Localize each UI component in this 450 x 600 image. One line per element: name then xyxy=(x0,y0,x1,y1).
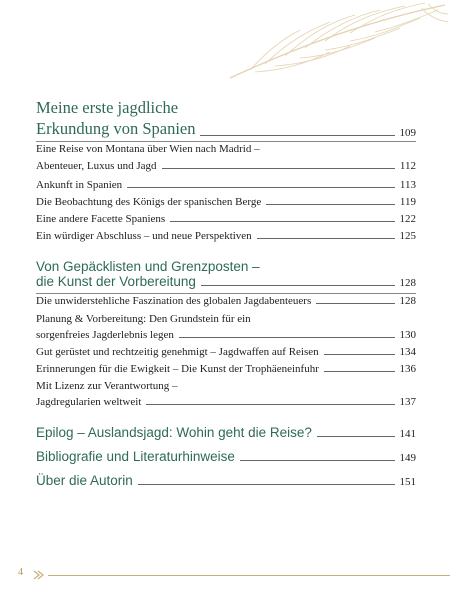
leader-line xyxy=(257,238,395,239)
entry-line: Die unwiderstehliche Faszination des globalen Jagdabenteuers xyxy=(36,295,312,307)
leader-line xyxy=(200,135,394,136)
toc-chapter[interactable] xyxy=(36,449,416,464)
leader-line xyxy=(324,354,395,355)
toc-section-heading[interactable] xyxy=(36,274,416,289)
page-number: 136 xyxy=(399,363,416,375)
leader-line xyxy=(324,371,395,372)
page-number: 128 xyxy=(399,295,416,307)
ornament-icon xyxy=(32,568,46,582)
chapter-title: Epilog – Auslandsjagd: Wohin geht die Reise? xyxy=(36,425,312,440)
page-number: 113 xyxy=(399,179,416,191)
leader-line xyxy=(317,436,395,437)
leader-line xyxy=(170,221,394,222)
page-number: 122 xyxy=(399,213,416,225)
entry-line: sorgenfreies Jagderlebnis legen xyxy=(36,329,174,341)
page-number: 141 xyxy=(399,428,416,440)
page-number: 134 xyxy=(399,346,416,358)
footer-rule xyxy=(48,575,450,576)
page-number: 119 xyxy=(399,196,416,208)
leader-line xyxy=(316,303,394,304)
leader-line xyxy=(201,285,395,286)
toc-entry[interactable] xyxy=(36,160,416,172)
section-title-line: Meine erste jagdliche xyxy=(36,98,179,117)
divider xyxy=(36,293,416,294)
toc-entry[interactable] xyxy=(36,396,416,408)
section-title-line: die Kunst der Vorbereitung xyxy=(36,274,196,289)
entry-line: Mit Lizenz zur Verantwortung – xyxy=(36,380,178,392)
page-number: 125 xyxy=(399,230,416,242)
entry-line: Abenteuer, Luxus und Jagd xyxy=(36,160,157,172)
leader-line xyxy=(240,460,395,461)
toc-entry[interactable] xyxy=(36,295,416,307)
leader-line xyxy=(146,404,394,405)
section-title-line: Von Gepäcklisten und Grenzposten – xyxy=(36,259,260,274)
page-number: 128 xyxy=(399,277,416,289)
toc-entry[interactable] xyxy=(36,363,416,375)
footer-page-number: 4 xyxy=(18,567,23,578)
entry-line: Ankunft in Spanien xyxy=(36,179,123,191)
toc-chapter[interactable] xyxy=(36,473,416,488)
page-number: 112 xyxy=(399,160,416,172)
entry-line: Eine andere Facette Spaniens xyxy=(36,213,166,225)
divider xyxy=(36,141,416,142)
toc-section-heading[interactable] xyxy=(36,119,416,139)
chapter-title: Über die Autorin xyxy=(36,473,133,488)
section-title-line: Erkundung von Spanien xyxy=(36,119,196,138)
leader-line xyxy=(179,337,395,338)
entry-line: Die Beobachtung des Königs der spanischen Berge xyxy=(36,196,262,208)
entry-line: Erinnerungen für die Ewigkeit – Die Kunst der Trophäeneinfuhr xyxy=(36,363,319,375)
page-number: 109 xyxy=(399,127,416,139)
toc-entry[interactable] xyxy=(36,329,416,341)
entry-line: Jagdregularien weltweit xyxy=(36,396,142,408)
page-number: 151 xyxy=(399,476,416,488)
page-number: 130 xyxy=(399,329,416,341)
leader-line xyxy=(127,187,395,188)
toc-chapter[interactable] xyxy=(36,425,416,440)
entry-line: Ein würdiger Abschluss – und neue Perspektiven xyxy=(36,230,252,242)
toc-entry[interactable] xyxy=(36,196,416,208)
entry-line: Gut gerüstet und rechtzeitig genehmigt – Jagdwaffen auf Reisen xyxy=(36,346,319,358)
toc-entry[interactable] xyxy=(36,346,416,358)
toc-entry[interactable] xyxy=(36,213,416,225)
entry-line: Planung & Vorbereitung: Den Grundstein für ein xyxy=(36,313,251,325)
leader-line xyxy=(266,204,395,205)
toc-entry[interactable] xyxy=(36,230,416,242)
toc-entry[interactable] xyxy=(36,179,416,191)
chapter-title: Bibliografie und Literaturhinweise xyxy=(36,449,235,464)
page-number: 149 xyxy=(399,452,416,464)
page-number: 137 xyxy=(399,396,416,408)
leader-line xyxy=(138,484,395,485)
entry-line: Eine Reise von Montana über Wien nach Madrid – xyxy=(36,143,260,155)
leader-line xyxy=(162,168,395,169)
